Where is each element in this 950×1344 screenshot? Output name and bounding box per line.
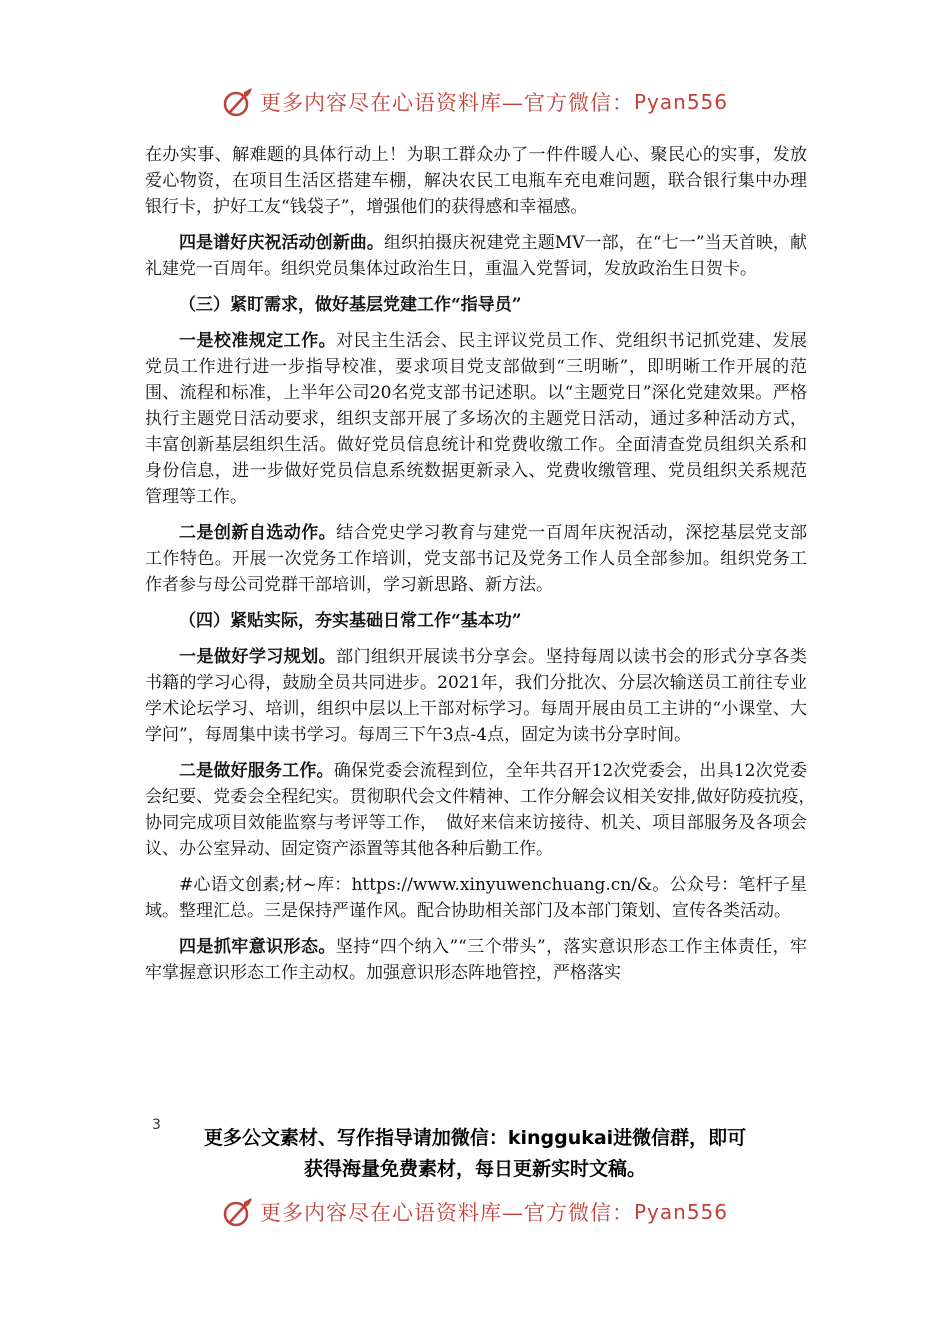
paragraph-text: 部门组织开展读书分享会。坚持每周以读书会的形式分享各类书籍的学习心得，鼓励全员共同进步。2021年，我们分批次、分层次输送员工前往专业学术论坛学习、培训，组织中层以上干部对标学习。每周开展由员工主讲的“小课堂、大学问”，每周集中读书学习。每周三下午3点-4点，固定为读书分享时间。 — [145, 647, 808, 745]
paragraph-calibrate — [145, 328, 807, 510]
paragraph-source-note: #心语文创素;材~库：https://www.xinyuwenchuang.cn/&。公众号：笔杆子星域。整理汇总。三是保持严谨作风。配合协助相关部门及本部门策划、宣传各类活动。 — [145, 875, 807, 921]
section-heading-4: （四）紧贴实际，夯实基础日常工作“基本功” — [179, 611, 522, 631]
paragraph-lead: 一是做好学习规划。 — [179, 647, 337, 667]
section-heading-3: （三）紧盯需求，做好基层党建工作“指导员” — [179, 295, 522, 315]
document-body — [145, 142, 824, 996]
paragraph-text: 结合党史学习教育与建党一百周年庆祝活动，深挖基层党支部工作特色。开展一次党务工作培训，党支部书记及党务工作人员全部参加。组织党务工作者参与母公司党群干部培训，学习新思路、新方法。 — [145, 523, 808, 595]
watermark-footer — [0, 1196, 950, 1228]
paragraph-lead: 四是谱好庆祝活动创新曲。 — [179, 233, 384, 253]
quill-logo-icon — [222, 1196, 254, 1228]
quill-logo-icon — [222, 86, 254, 118]
paragraph-celebration — [145, 230, 807, 282]
watermark-text: 更多内容尽在心语资料库—官方微信： — [259, 91, 634, 115]
paragraph-lead: 二是做好服务工作。 — [179, 761, 334, 781]
paragraph-ideology — [145, 934, 807, 986]
watermark-wechat: Pyan556 — [633, 90, 728, 114]
paragraph-text: 对民主生活会、民主评议党员工作、党组织书记抓党建、发展党员工作进行进一步指导校准，要求项目党支部做到“三明晰”，即明晰工作开展的范围、流程和标准，上半年公司20名党支部书记述职。以“主题党日”深化党建效果。严格执行主题党日活动要求，组织支部开展了多场次的主题党日活动，通过多种活动方式，丰富创新基层组织生活。做好党员信息统计和党费收缴工作。全面清查党员组织关系和身份信息，进一步做好党员信息系统数据更新录入、党费收缴管理、党员组织关系规范管理等工作。 — [145, 331, 808, 507]
paragraph-text: 确保党委会流程到位，全年共召开12次党委会，出具12次党委会纪要、党委会全程纪实。贯彻职代会文件精神、工作分解会议相关安排,做好防疫抗疫， 协同完成项目效能监察与考评等工作， 做好来信来访接待、机关、项目部服务及各项会议、办公室异动、固定资产添置等其他各种后勤工作。 — [145, 761, 824, 859]
paragraph-lead: 四是抓牢意识形态。 — [179, 937, 336, 957]
paragraph-text: 坚持“四个纳入”“三个带头”，落实意识形态工作主体责任，牢牢掌握意识形态工作主动权。加强意识形态阵地管控，严格落实 — [145, 937, 808, 983]
paragraph-innovate — [145, 520, 807, 598]
paragraph-service — [145, 758, 824, 862]
paragraph-lead: 一是校准规定工作。 — [179, 331, 337, 351]
watermark-text: 更多内容尽在心语资料库—官方微信： — [259, 1201, 634, 1225]
footer-line-1: 更多公文素材、写作指导请加微信：kinggukai进微信群，即可 — [203, 1127, 747, 1149]
paragraph-study-plan — [145, 644, 807, 748]
footer-line-2: 获得海量免费素材，每日更新实时文稿。 — [303, 1158, 646, 1180]
page-number: 3 — [152, 1117, 161, 1133]
watermark-wechat: Pyan556 — [633, 1200, 728, 1224]
footer-promo — [130, 1123, 820, 1185]
paragraph-text: 组织拍摄庆祝建党主题MV一部，在“七一”当天首映，献礼建党一百周年。组织党员集体过政治生日，重温入党誓词，发放政治生日贺卡。 — [145, 233, 807, 279]
paragraph-lead: 二是创新自选动作。 — [179, 523, 337, 543]
watermark-header — [0, 86, 950, 118]
paragraph-continuation: 在办实事、解难题的具体行动上！为职工群众办了一件件暖人心、聚民心的实事，发放爱心物资，在项目生活区搭建车棚，解决农民工电瓶车充电难问题，联合银行集中办理银行卡，护好工友“钱袋子”，增强他们的获得感和幸福感。 — [145, 145, 807, 217]
